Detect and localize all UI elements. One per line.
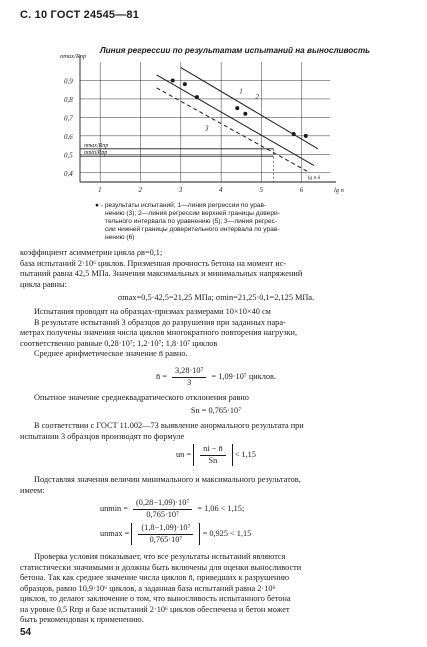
text-line: быть рекомендован к применению. — [20, 615, 144, 624]
eq-abs — [131, 523, 200, 545]
body-paragraph-6 — [20, 552, 412, 626]
y-axis-label: σmax/Rпр — [60, 53, 87, 60]
eq-rhs: = 1,09·10⁷ циклов. — [211, 371, 277, 381]
text-line: соответственно равные 0,28·10⁷; 1,2·10⁷; 1,8·10⁷ циклов — [20, 338, 218, 348]
caption-line: ● - результаты испытаний; 1—линия регрессии по урав- — [95, 202, 267, 209]
reference-label: σmax/Rпр — [84, 142, 109, 149]
eq-numerator: (0,28−1,09)·10⁷ — [133, 498, 192, 510]
regression-chart — [0, 0, 427, 205]
page-header: С. 10 ГОСТ 24545—81 — [20, 9, 140, 21]
eq-fraction — [172, 366, 206, 388]
x-tick-label: 4 — [219, 186, 223, 194]
x-tick-label: 5 — [259, 186, 263, 194]
equation-unmax — [20, 523, 412, 545]
caption-line: нению (6) — [105, 234, 135, 242]
text-line: Испытания проводят на образцах-призмах размерами 10×10×40 см — [34, 307, 271, 316]
caption-line: тельного интервала по уравнению (5); 3—линия регрес- — [105, 218, 278, 226]
eq-denominator: 0,765·10⁷ — [146, 509, 179, 519]
y-tick-label: 0,7 — [64, 114, 73, 123]
equation-sn: Sn = 0,765·10⁷ — [190, 406, 242, 415]
text-line: пытаний равна 42,5 МПа. Значения максимальных и минимальных напряжений — [20, 269, 303, 278]
data-point — [243, 112, 247, 116]
eq-rhs: < 1,15 — [234, 449, 256, 459]
body-paragraph-1 — [20, 248, 412, 290]
data-point — [171, 78, 175, 82]
x-tick-label: 2 — [138, 186, 142, 194]
equation-unmin — [20, 498, 412, 520]
data-point — [304, 134, 308, 138]
curve-label-1: 1 — [239, 87, 243, 96]
y-tick-label: 0,4 — [64, 169, 73, 178]
body-paragraph-5 — [20, 475, 412, 496]
data-point — [183, 82, 187, 86]
body-paragraph-3 — [20, 393, 412, 404]
text-line: Среднее арифметическое значение n̄ равно. — [34, 349, 188, 358]
eq-numerator: (1,8−1,09)·10⁷ — [138, 523, 193, 535]
eq-lhs: unmin = — [100, 503, 128, 513]
eq-denominator: Sn — [208, 455, 218, 465]
eq-denominator: 3 — [187, 377, 192, 387]
eq-numerator: 3,28·10⁷ — [172, 366, 206, 378]
y-tick-label: 0,8 — [64, 95, 73, 104]
eq-rhs: = 1,06 < 1,15; — [197, 503, 245, 513]
reference-label: σmin/Rпр — [84, 150, 108, 157]
equation-stress: σmax=0,5·42,5=21,25 МПа; σmin=21,25·0,1=2,125 МПа. — [117, 293, 315, 302]
text-line: циклов, то делают заключение о том, что выносливость испытанного бетона — [20, 594, 291, 603]
text-line: Подставляя значения величин минимального и максимального результатов, — [34, 475, 301, 484]
y-tick-label: 0,6 — [64, 132, 73, 141]
page-number: 54 — [20, 627, 32, 638]
x-tick-label: 1 — [98, 186, 102, 194]
x-axis-label: lg n — [334, 187, 344, 194]
equation-un — [20, 444, 412, 466]
chart-caption — [95, 202, 395, 242]
text-line: коэффициент асимметрии цикла ρв=0,1; — [20, 248, 163, 257]
body-paragraph-2 — [20, 307, 412, 360]
y-tick-label: 0,9 — [64, 77, 73, 86]
reference-lines — [80, 149, 274, 182]
eq-lhs: n̄ = — [155, 371, 167, 381]
text-line: Проверка условия показывает, что все результаты испытаний являются — [34, 552, 286, 561]
text-line: метрах получены значения числа циклов многократного повторения нагрузки, — [20, 328, 298, 337]
caption-line: нению (3); 2—линия регрессии верхней границы довери- — [105, 210, 280, 218]
eq-fraction — [138, 523, 193, 545]
caption-line: сии нижней границы доверительного интервала по урав- — [105, 226, 280, 234]
text-line: бетона. Так как среднее значение числа циклов n̄, приведших к разрушению — [20, 573, 290, 582]
eq-rhs: = 0,925 < 1,15 — [202, 528, 252, 538]
text-line: образцов, равно 10,9·10⁶ циклов, а заданная база испытаний равна 2·10⁶ — [20, 583, 276, 593]
y-tick-label: 0,5 — [64, 151, 73, 160]
text-line: В соответствии с ГОСТ 11.002—73 выявление анормального результата при — [34, 421, 304, 430]
chart-axes — [80, 56, 336, 182]
regression-line-1 — [157, 75, 314, 165]
text-line: испытании 3 образцов производят по формуле — [20, 431, 185, 441]
equation-mean — [20, 366, 412, 388]
chart-grid — [80, 62, 330, 182]
curve-label-2: 2 — [255, 92, 259, 101]
x-tick-label: 6 — [299, 186, 304, 194]
curve-label-3: 3 — [205, 124, 209, 133]
chart-title: Линия регрессии по результатам испытаний на выносливость — [100, 46, 370, 55]
eq-numerator: ni − n̄ — [200, 444, 225, 456]
data-point — [235, 106, 239, 110]
body-paragraph-4 — [20, 421, 412, 442]
eq-lhs: unmax = — [100, 528, 130, 538]
data-point — [292, 132, 296, 136]
text-line: имеем: — [20, 485, 45, 495]
regression-line-2 — [181, 68, 318, 149]
eq-denominator: 0,765·10⁷ — [149, 534, 183, 544]
text-line: Опытное значение среднеквадратического отклонения равно — [34, 393, 249, 402]
text-line: статистически значимыми и должны быть включены для оценки выносливости — [20, 562, 302, 572]
text-line: база испытаний 2·10⁶ циклов. Призменная прочность бетона на момент ис- — [20, 258, 287, 268]
x-tick-label: 3 — [178, 186, 183, 194]
text-line: цикла равны: — [20, 279, 67, 289]
data-point — [195, 95, 199, 99]
text-line: В результате испытаний 3 образцов до разрушения при заданных пара- — [34, 317, 286, 327]
eq-fraction — [133, 498, 192, 520]
eq-abs — [193, 444, 232, 466]
end-label: lg n·δ — [307, 175, 321, 181]
eq-fraction — [200, 444, 225, 466]
text-line: на уровне 0,5 Rпр и базе испытаний 2·10⁶ циклов обеспечена и бетон может — [20, 604, 290, 614]
eq-lhs: un = — [176, 449, 192, 459]
